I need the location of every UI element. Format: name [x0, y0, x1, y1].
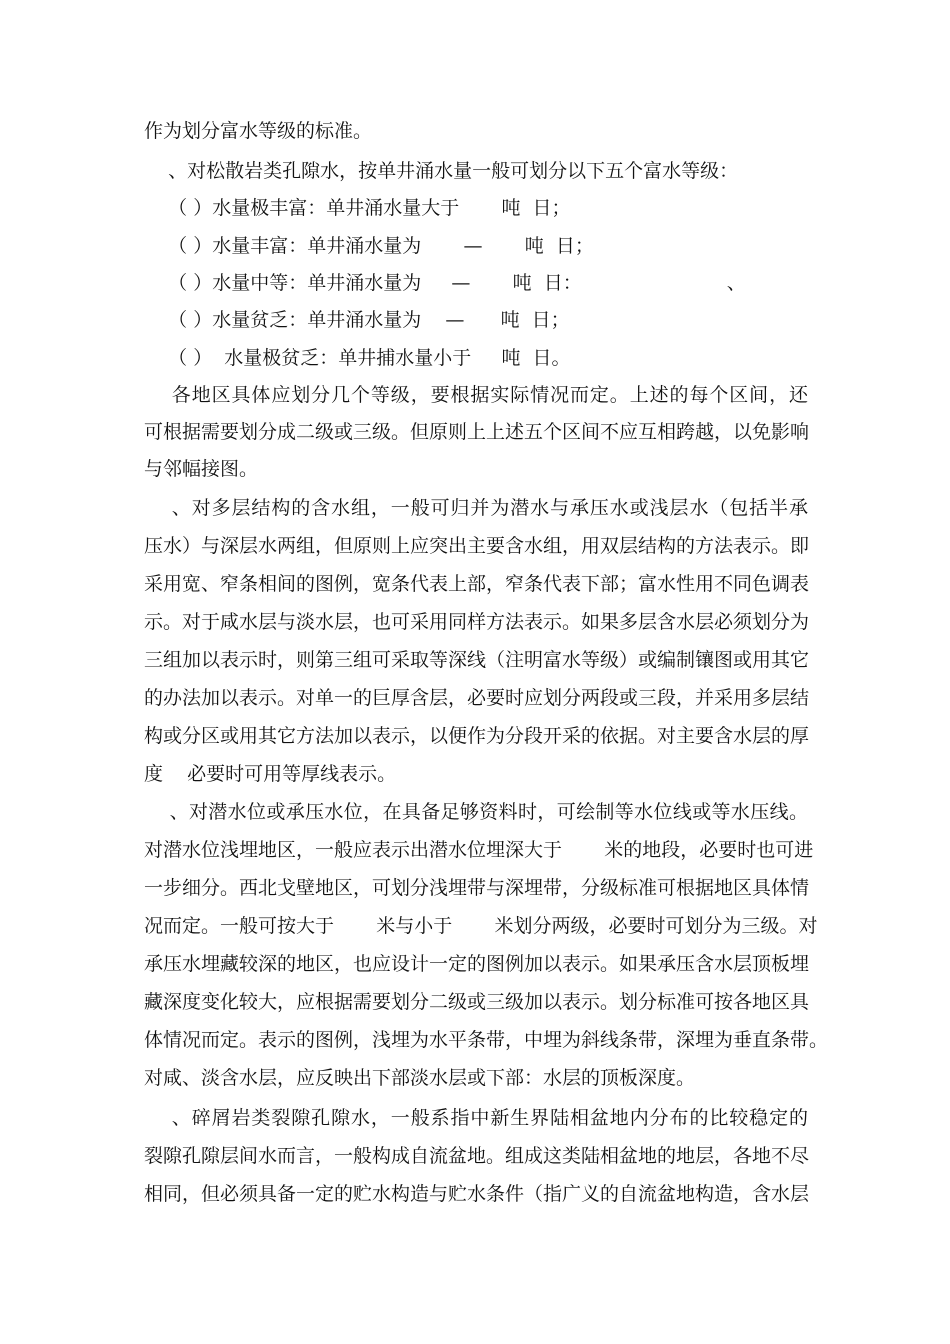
text-line: 构或分区或用其它方法加以表示，以便作为分段开采的依据。对主要含水层的厚 [144, 725, 810, 747]
text-line: 度 必要时可用等厚线表示。 [144, 763, 397, 785]
text-line: 示。对于咸水层与淡水层，也可采用同样方法表示。如果多层含水层必须划分为 [144, 611, 810, 633]
text-line: 各地区具体应划分几个等级，要根据实际情况而定。上述的每个区间，还 [144, 384, 808, 406]
text-line: 三组加以表示时，则第三组可采取等深线（注明富水等级）或编制镶图或用其它 [144, 649, 810, 671]
text-line: 可根据需要划分成二级或三级。但原则上上述五个区间不应互相跨越，以免影响 [144, 421, 810, 443]
text-line: 、对松散岩类孔隙水，按单井涌水量一般可划分以下五个富水等级： [144, 160, 739, 182]
text-line: 对潜水位浅埋地区，一般应表示出潜水位埋深大于 米的地段，必要时也可进 [144, 839, 814, 861]
text-line: 对咸、淡含水层，应反映出下部淡水层或下部：水层的顶板深度。 [144, 1067, 696, 1089]
text-line: 的办法加以表示。对单一的巨厚含层，必要时应划分两段或三段，并采用多层结 [144, 687, 810, 709]
text-line: 压水）与深层水两组，但原则上应突出主要含水组，用双层结构的方法表示。即 [144, 535, 810, 557]
text-line: 一步细分。西北戈壁地区，可划分浅埋带与深埋带，分级标准可根据地区具体情 [144, 877, 810, 899]
text-line: 承压水埋藏较深的地区，也应设计一定的图例加以表示。如果承压含水层顶板埋 [144, 953, 810, 975]
text-line: 、对潜水位或承压水位，在具备足够资料时，可绘制等水位线或等水压线。 [144, 801, 808, 823]
text-line: 采用宽、窄条相间的图例，宽条代表上部，窄条代表下部；富水性用不同色调表 [144, 573, 810, 595]
text-line: 与邻幅接图。 [144, 458, 259, 480]
text-line: （ ）水量极丰富：单井涌水量大于 吨 日； [144, 197, 571, 219]
text-line: （ ）水量中等：单井涌水量为 — 吨 日： 、 [144, 272, 746, 294]
text-line: （ ）水量丰富：单井涌水量为 — 吨 日； [144, 235, 594, 257]
text-line: 体情况而定。表示的图例，浅埋为水平条带，中埋为斜线条带，深埋为垂直条带。 [144, 1029, 829, 1051]
text-line: 况而定。一般可按大于 米与小于 米划分两级，必要时可划分为三级。对 [144, 915, 818, 937]
text-line: 、碎屑岩类裂隙孔隙水，一般系指中新生界陆相盆地内分布的比较稳定的 [144, 1107, 808, 1129]
text-line: 相同，但必须具备一定的贮水构造与贮水条件（指广义的自流盆地构造，含水层 [144, 1183, 810, 1205]
text-line: （ ） 水量极贫乏：单井捕水量小于 吨 日。 [144, 347, 571, 369]
text-line: 作为划分富水等级的标准。 [144, 120, 373, 142]
text-line: 、对多层结构的含水组，一般可归并为潜水与承压水或浅层水（包括半承 [144, 497, 808, 519]
text-line: （ ）水量贫乏：单井涌水量为 — 吨 日； [144, 309, 570, 331]
text-line: 藏深度变化较大，应根据需要划分二级或三级加以表示。划分标准可按各地区具 [144, 991, 810, 1013]
text-line: 裂隙孔隙层间水而言，一般构成自流盆地。组成这类陆相盆地的地层，各地不尽 [144, 1145, 810, 1167]
